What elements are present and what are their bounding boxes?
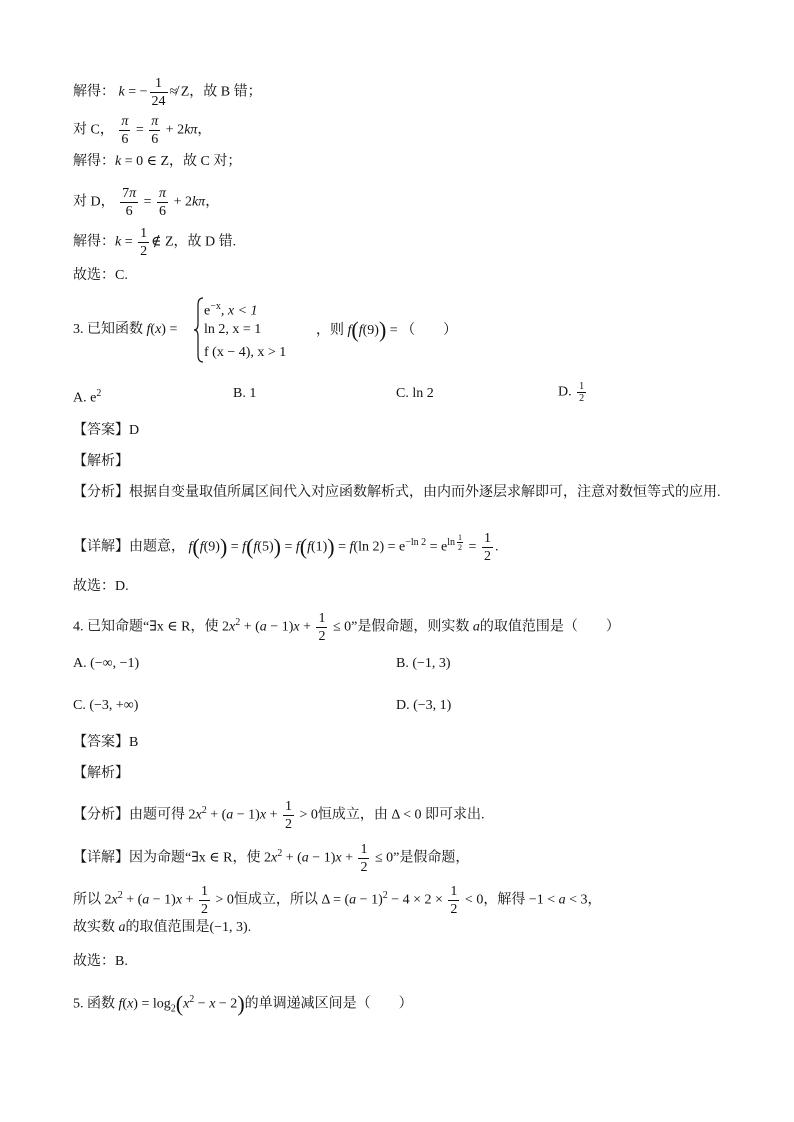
fraction: $\frac{1}{2}$	[318, 611, 326, 644]
q3-analysis: 【分析】根据自变量取值所属区间代入对应函数解析式，由内而外逐层求解即可，注意对数恒等式的应用.	[73, 485, 721, 500]
q4-option-c	[73, 696, 138, 716]
text: 对 C，	[73, 122, 114, 138]
choice-line-q2: 故选：C.	[73, 268, 128, 283]
fraction: $\frac{7\pi}{6}$	[122, 186, 137, 219]
fraction: $\frac{1}{2}$	[140, 226, 148, 259]
fraction: $\frac{1}{2}$	[483, 531, 491, 564]
q4-detail-1: 【详解】因为命题“∃x ∈ R，使 $2x^2 + (a - 1)x$ + $\frac{1}{2}$ ≤ 0”是假命题，	[73, 842, 470, 875]
case-d-line: 对 D， $\frac{7\pi}{6}$ = $\frac{\pi}{6}$ + 2kπ，	[73, 186, 220, 219]
q3-choice: 故选：D.	[73, 579, 129, 594]
q3-detail: 【详解】由题意， f(f(9)) = f(f(5)) = f(f(1)) = f(ln $2) = e^{-ln 2} = e^{ln \frac{1}{2}}$ = $\frac{1}{2}$ .	[73, 531, 499, 564]
text: ln 2	[412, 386, 434, 401]
q4-option-b	[396, 654, 451, 674]
piecewise-case-1: $e^{-x}$, x < 1	[204, 301, 258, 319]
text: (−1, 3)	[412, 656, 451, 671]
fraction: $\frac{\pi}{6}$	[151, 114, 159, 147]
question-5-stem: 5. 函数 $f(x) = \log_2(x^2 - x - 2)$的单调递减区间是（ ）	[73, 990, 413, 1016]
fraction: $\frac{1}{2}$	[579, 381, 585, 404]
text: ”是假命题，	[393, 850, 470, 866]
fraction: $\frac{1}{24}$	[151, 76, 166, 109]
q4-analysis-label: 【解析】	[73, 766, 129, 781]
text: 的取值范围是（ ）	[479, 619, 620, 635]
q4-detail-2: 所以 $2x^2 + (a - 1)x$ + $\frac{1}{2}$ > 0恒成立，所以 $\Delta = (a - 1)^2 - 4 \times 2$ × $\frac{1}{2}$ < 0，解得 −1 < a < 3，	[73, 884, 602, 917]
fraction: $\frac{1}{2}$	[360, 842, 368, 875]
text: 的单调递减区间是（ ）	[244, 996, 413, 1012]
text: 对 D，	[73, 194, 115, 210]
q4-option-d	[396, 696, 451, 716]
question-3-ask: ，则 f(f(9)) = （ ）	[316, 317, 458, 342]
fraction: $\frac{1}{2}$	[284, 799, 292, 832]
text: 4. 已知命题“∃x ∈ R，使	[73, 619, 219, 635]
text: D.	[396, 698, 410, 713]
text: 3. 已知函数	[73, 322, 143, 337]
text: ，解得	[483, 892, 526, 908]
text: 恒成立，所以	[233, 892, 318, 908]
text: ”是假命题，则实数	[351, 619, 470, 635]
text: C.	[396, 386, 409, 401]
text: A.	[73, 390, 87, 406]
text: 解得：	[73, 154, 115, 169]
text: ，故 C 对；	[169, 154, 242, 169]
fraction: $\frac{1}{2}$	[450, 884, 458, 917]
question-4-stem: 4. 已知命题“∃x ∈ R，使 $2x^2 + (a - 1)x$ + $\frac{1}{2}$ ≤ 0”是假命题，则实数 a的取值范围是（ ）	[73, 611, 620, 644]
text: D.	[558, 384, 572, 400]
text: 恒成立，由 Δ < 0 即可求出.	[317, 807, 485, 823]
fraction: $\frac{\pi}{6}$	[159, 186, 167, 219]
text: 【分析】由题可得	[73, 807, 185, 823]
text: 的取值范围是	[125, 920, 210, 935]
text: B.	[396, 656, 409, 671]
text: 5. 函数	[73, 996, 115, 1012]
q4-answer: 【答案】B	[73, 735, 139, 750]
text: e	[204, 303, 211, 319]
solution-line-b: 解得： k = − $\frac{1}{24}$ ≉ Z，故 B 错；	[73, 76, 262, 109]
text: 【详解】因为命题“∃x ∈ R，使	[73, 850, 261, 866]
question-3-stem: 3. 已知函数 f(x) =	[73, 322, 178, 337]
text: 解得：	[73, 234, 115, 250]
text: ，故 D 错.	[173, 234, 237, 250]
text: (−3, +∞)	[89, 698, 139, 713]
text: 解得：	[73, 84, 115, 100]
q4-analysis: 【分析】由题可得 $2x^2 + (a - 1)x$ + $\frac{1}{2}$ > 0恒成立，由 Δ < 0 即可求出.	[73, 799, 485, 832]
text: , x < 1	[220, 303, 258, 319]
solution-line-d: 解得：k = $\frac{1}{2}$ ∉ Z，故 D 错.	[73, 226, 237, 259]
q3-option-c	[396, 384, 434, 404]
text: （ ）	[401, 323, 458, 338]
q4-detail-3: 故实数 a的取值范围是(−1, 3).	[73, 920, 252, 935]
q3-option-d	[558, 381, 588, 404]
text: C.	[73, 698, 86, 713]
q3-option-b: B. 1	[233, 386, 257, 401]
case-c-line: 对 C， $\frac{\pi}{6}$ = $\frac{\pi}{6}$ + 2kπ，	[73, 114, 212, 147]
text: ，则	[316, 323, 344, 338]
text: ≉ Z，故 B 错；	[169, 84, 262, 100]
text: (−3, 1)	[413, 698, 452, 713]
q3-analysis-label: 【解析】	[73, 454, 129, 469]
q4-option-a	[73, 654, 139, 674]
text: 故实数	[73, 920, 115, 935]
q4-choice: 故选：B.	[73, 954, 128, 969]
fraction: $\frac{\pi}{6}$	[121, 114, 129, 147]
fraction: $\frac{1}{2}$	[200, 884, 208, 917]
text: 所以	[73, 892, 101, 908]
brace-icon	[194, 297, 204, 363]
fraction: $\frac{1}{2}$	[458, 533, 463, 553]
piecewise-case-2: ln 2, x = 1	[204, 322, 262, 337]
text: 【详解】由题意，	[73, 539, 185, 555]
q3-answer: 【答案】D	[73, 423, 140, 438]
piecewise-case-3: f (x − 4), x > 1	[204, 345, 287, 360]
text: (−∞, −1)	[90, 656, 140, 671]
solution-line-c: 解得：k = 0 ∈ Z，故 C 对；	[73, 154, 242, 169]
q3-option-a: A. $e^2$	[73, 388, 102, 406]
text: A.	[73, 656, 87, 671]
